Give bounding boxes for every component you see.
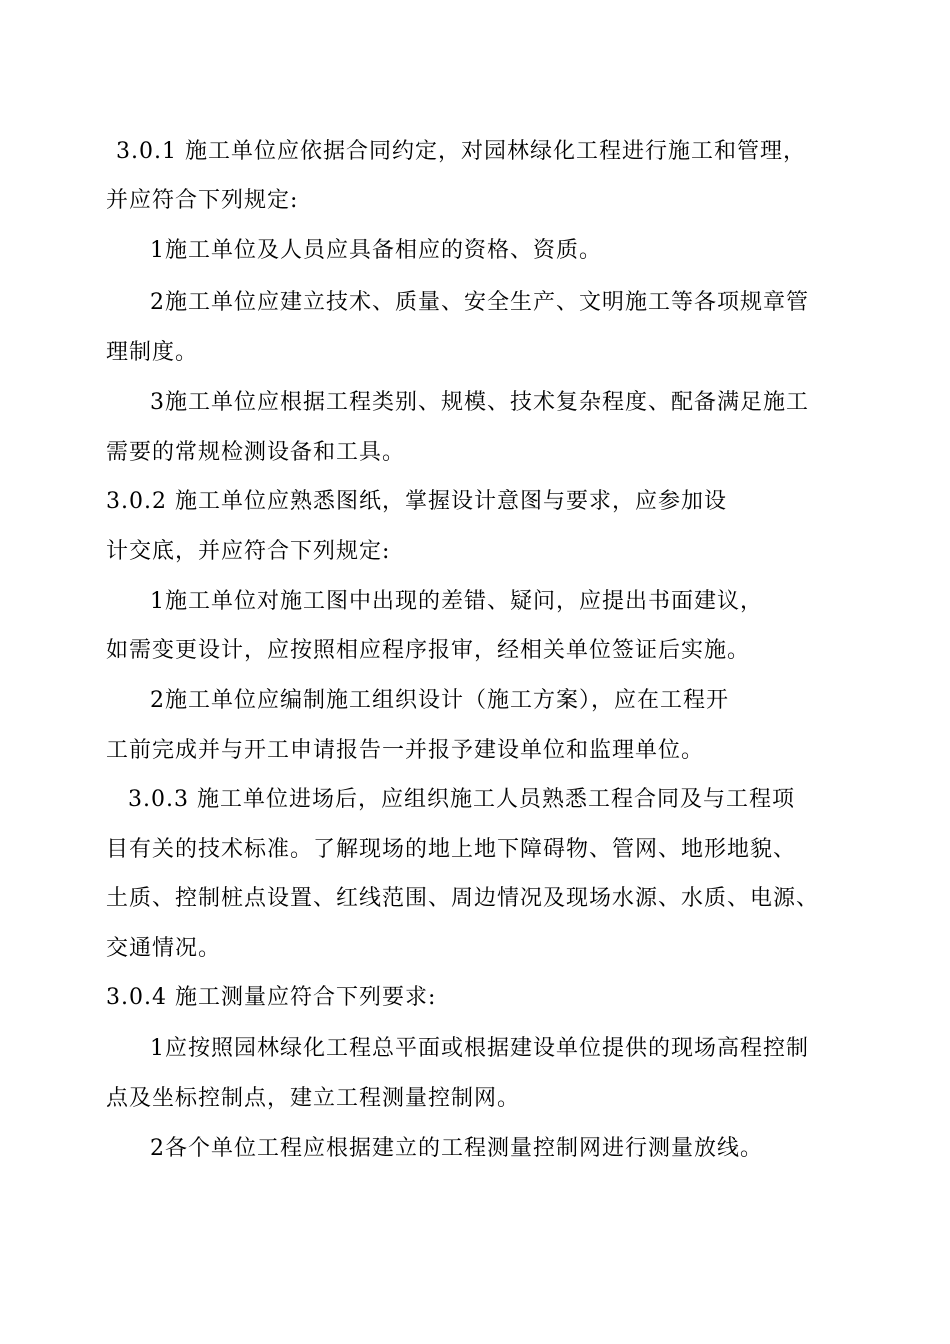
clause-3-0-1-item-2-line-2: 理制度。 bbox=[106, 340, 199, 365]
clause-3-0-1-item-2-line-1: 2施工单位应建立技术、质量、安全生产、文明施工等各项规章管 bbox=[150, 290, 809, 315]
clause-3-0-1-line-1: 3.0.1 施工单位应依据合同约定，对园林绿化工程进行施工和管理， bbox=[116, 139, 806, 164]
clause-3-0-3-line-4: 交通情况。 bbox=[106, 936, 222, 961]
clause-3-0-4-item-1-line-1: 1应按照园林绿化工程总平面或根据建设单位提供的现场高程控制 bbox=[150, 1036, 809, 1061]
clause-3-0-2-line-1: 3.0.2 施工单位应熟悉图纸，掌握设计意图与要求，应参加设 bbox=[106, 489, 727, 514]
clause-3-0-4-item-1-line-2: 点及坐标控制点，建立工程测量控制网。 bbox=[106, 1086, 521, 1111]
clause-3-0-2-item-1-line-1: 1施工单位对施工图中出现的差错、疑问，应提出书面建议， bbox=[150, 589, 763, 614]
clause-3-0-4-item-2: 2各个单位工程应根据建立的工程测量控制网进行测量放线。 bbox=[150, 1136, 763, 1161]
clause-3-0-2-item-2-line-2: 工前完成并与开工申请报告一并报予建设单位和监理单位。 bbox=[106, 738, 705, 763]
clause-3-0-1-item-1: 1施工单位及人员应具备相应的资格、资质。 bbox=[150, 238, 602, 263]
clause-3-0-3-line-1: 3.0.3 施工单位进场后，应组织施工人员熟悉工程合同及与工程项 bbox=[128, 787, 795, 812]
clause-3-0-3-line-2: 目有关的技术标准。了解现场的地上地下障碍物、管网、地形地貌、 bbox=[106, 837, 797, 862]
clause-3-0-2-line-2: 计交底，并应符合下列规定: bbox=[106, 539, 391, 564]
clause-3-0-1-item-3-line-1: 3施工单位应根据工程类别、规模、技术复杂程度、配备满足施工 bbox=[150, 390, 809, 415]
clause-3-0-1-item-3-line-2: 需要的常规检测设备和工具。 bbox=[106, 440, 406, 465]
clause-3-0-1-line-2: 并应符合下列规定: bbox=[106, 188, 299, 213]
clause-3-0-2-item-2-line-1: 2施工单位应编制施工组织设计（施工方案），应在工程开 bbox=[150, 688, 729, 713]
clause-3-0-2-item-1-line-2: 如需变更设计，应按照相应程序报审，经相关单位签证后实施。 bbox=[106, 638, 751, 663]
clause-3-0-4-line-1: 3.0.4 施工测量应符合下列要求: bbox=[106, 985, 437, 1010]
clause-3-0-3-line-3: 土质、控制桩点设置、红线范围、周边情况及现场水源、水质、电源、 bbox=[106, 886, 820, 911]
